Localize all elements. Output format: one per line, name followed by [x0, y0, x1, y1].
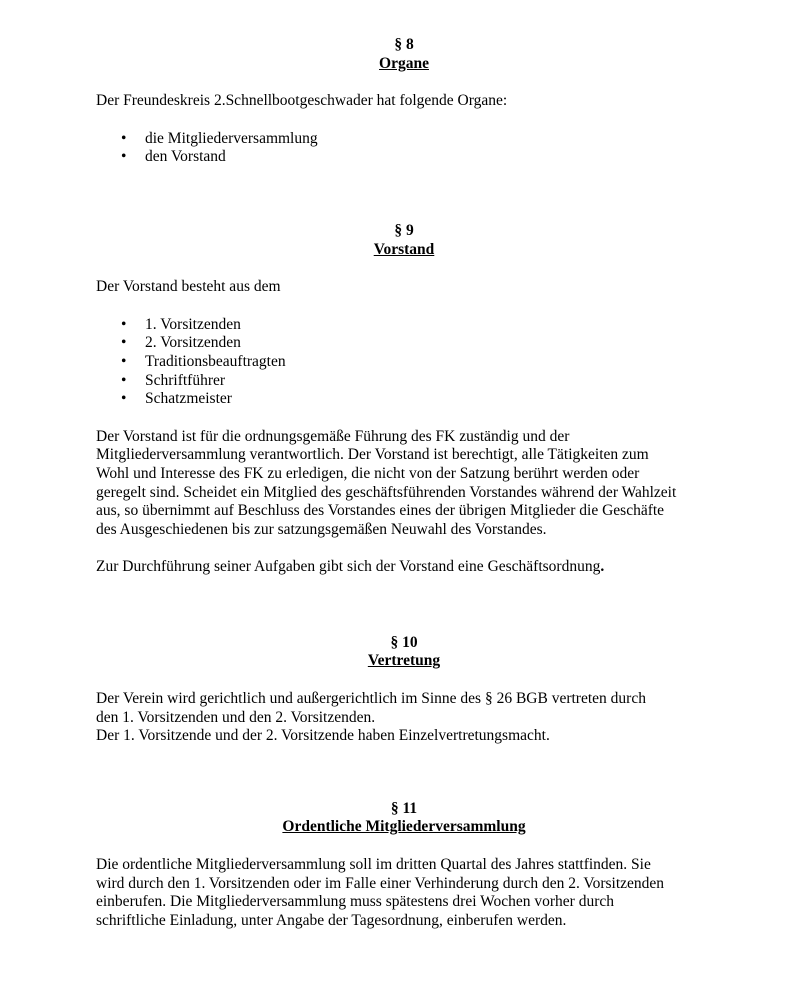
text-line: Mitgliederversammlung verantwortlich. Der Vorstand ist berechtigt, alle Tätigkeiten zum: [96, 446, 649, 464]
body-paragraph: [96, 690, 712, 746]
text-line: Die ordentliche Mitgliederversammlung soll im dritten Quartal des Jahres stattfinden. Sie: [96, 856, 651, 874]
bullet-list: [96, 130, 712, 167]
text-line: des Ausgeschiedenen bis zur satzungsgemäßen Neuwahl des Vorstandes.: [96, 520, 547, 538]
section-intro: Der Vorstand besteht aus dem: [96, 278, 281, 296]
text-line: schriftliche Einladung, unter Angabe der Tagesordnung, einberufen werden.: [96, 911, 567, 929]
text-line: Der Vorstand ist für die ordnungsgemäße Führung des FK zuständig und der: [96, 427, 570, 445]
text-line: wird durch den 1. Vorsitzenden oder im Falle einer Verhinderung durch den 2. Vorsitzenden: [96, 874, 665, 892]
list-item: • den Vorstand: [145, 148, 712, 167]
bullet-list: [96, 316, 712, 409]
text-line: geregelt sind. Scheidet ein Mitglied des geschäftsführenden Vorstandes während der Wahlzeit: [96, 483, 677, 501]
body-paragraph: [96, 428, 712, 540]
text-line: Wohl und Interesse des FK zu erledigen, die nicht von der Satzung berührt werden oder: [96, 464, 640, 482]
body-paragraph: [96, 856, 712, 930]
section-paragraph-10: [96, 634, 712, 746]
section-number: § 10: [390, 633, 418, 651]
list-item: • Schatzmeister: [145, 390, 712, 409]
list-item: • Schriftführer: [145, 372, 712, 391]
closing-sentence: [96, 558, 712, 577]
closing-sentence-text: Zur Durchführung seiner Aufgaben gibt sich der Vorstand eine Geschäftsordnung: [96, 558, 601, 576]
section-intro: Der Freundeskreis 2.Schnellbootgeschwader hat folgende Organe:: [96, 92, 508, 110]
section-title: Vertretung: [367, 652, 441, 670]
text-line: Der 1. Vorsitzende und der 2. Vorsitzende haben Einzelvertretungsmacht.: [96, 727, 550, 745]
list-item: • 2. Vorsitzenden: [145, 334, 712, 353]
text-line: Der Verein wird gerichtlich und außergerichtlich im Sinne des § 26 BGB vertreten durch: [96, 690, 646, 708]
section-title: Vorstand: [373, 240, 435, 258]
section-number: § 11: [390, 799, 418, 817]
list-item: • Traditionsbeauftragten: [145, 353, 712, 372]
section-title: Organe: [379, 54, 429, 72]
section-number: § 9: [394, 221, 414, 239]
section-paragraph-8: [96, 36, 712, 167]
list-item: • 1. Vorsitzenden: [145, 316, 712, 335]
text-line: aus, so übernimmt auf Beschluss des Vorstandes eines der übrigen Mitglieder die Geschäfte: [96, 502, 665, 520]
section-title: Ordentliche Mitgliederversammlung: [282, 818, 526, 836]
section-paragraph-11: [96, 800, 712, 931]
text-line: den 1. Vorsitzenden und den 2. Vorsitzenden.: [96, 708, 376, 726]
section-paragraph-9: [96, 222, 712, 577]
closing-sentence-period: .: [600, 558, 605, 576]
list-item: • die Mitgliederversammlung: [145, 130, 712, 149]
section-number: § 8: [394, 36, 414, 53]
text-line: einberufen. Die Mitgliederversammlung muss spätestens drei Wochen vorher durch: [96, 893, 615, 911]
